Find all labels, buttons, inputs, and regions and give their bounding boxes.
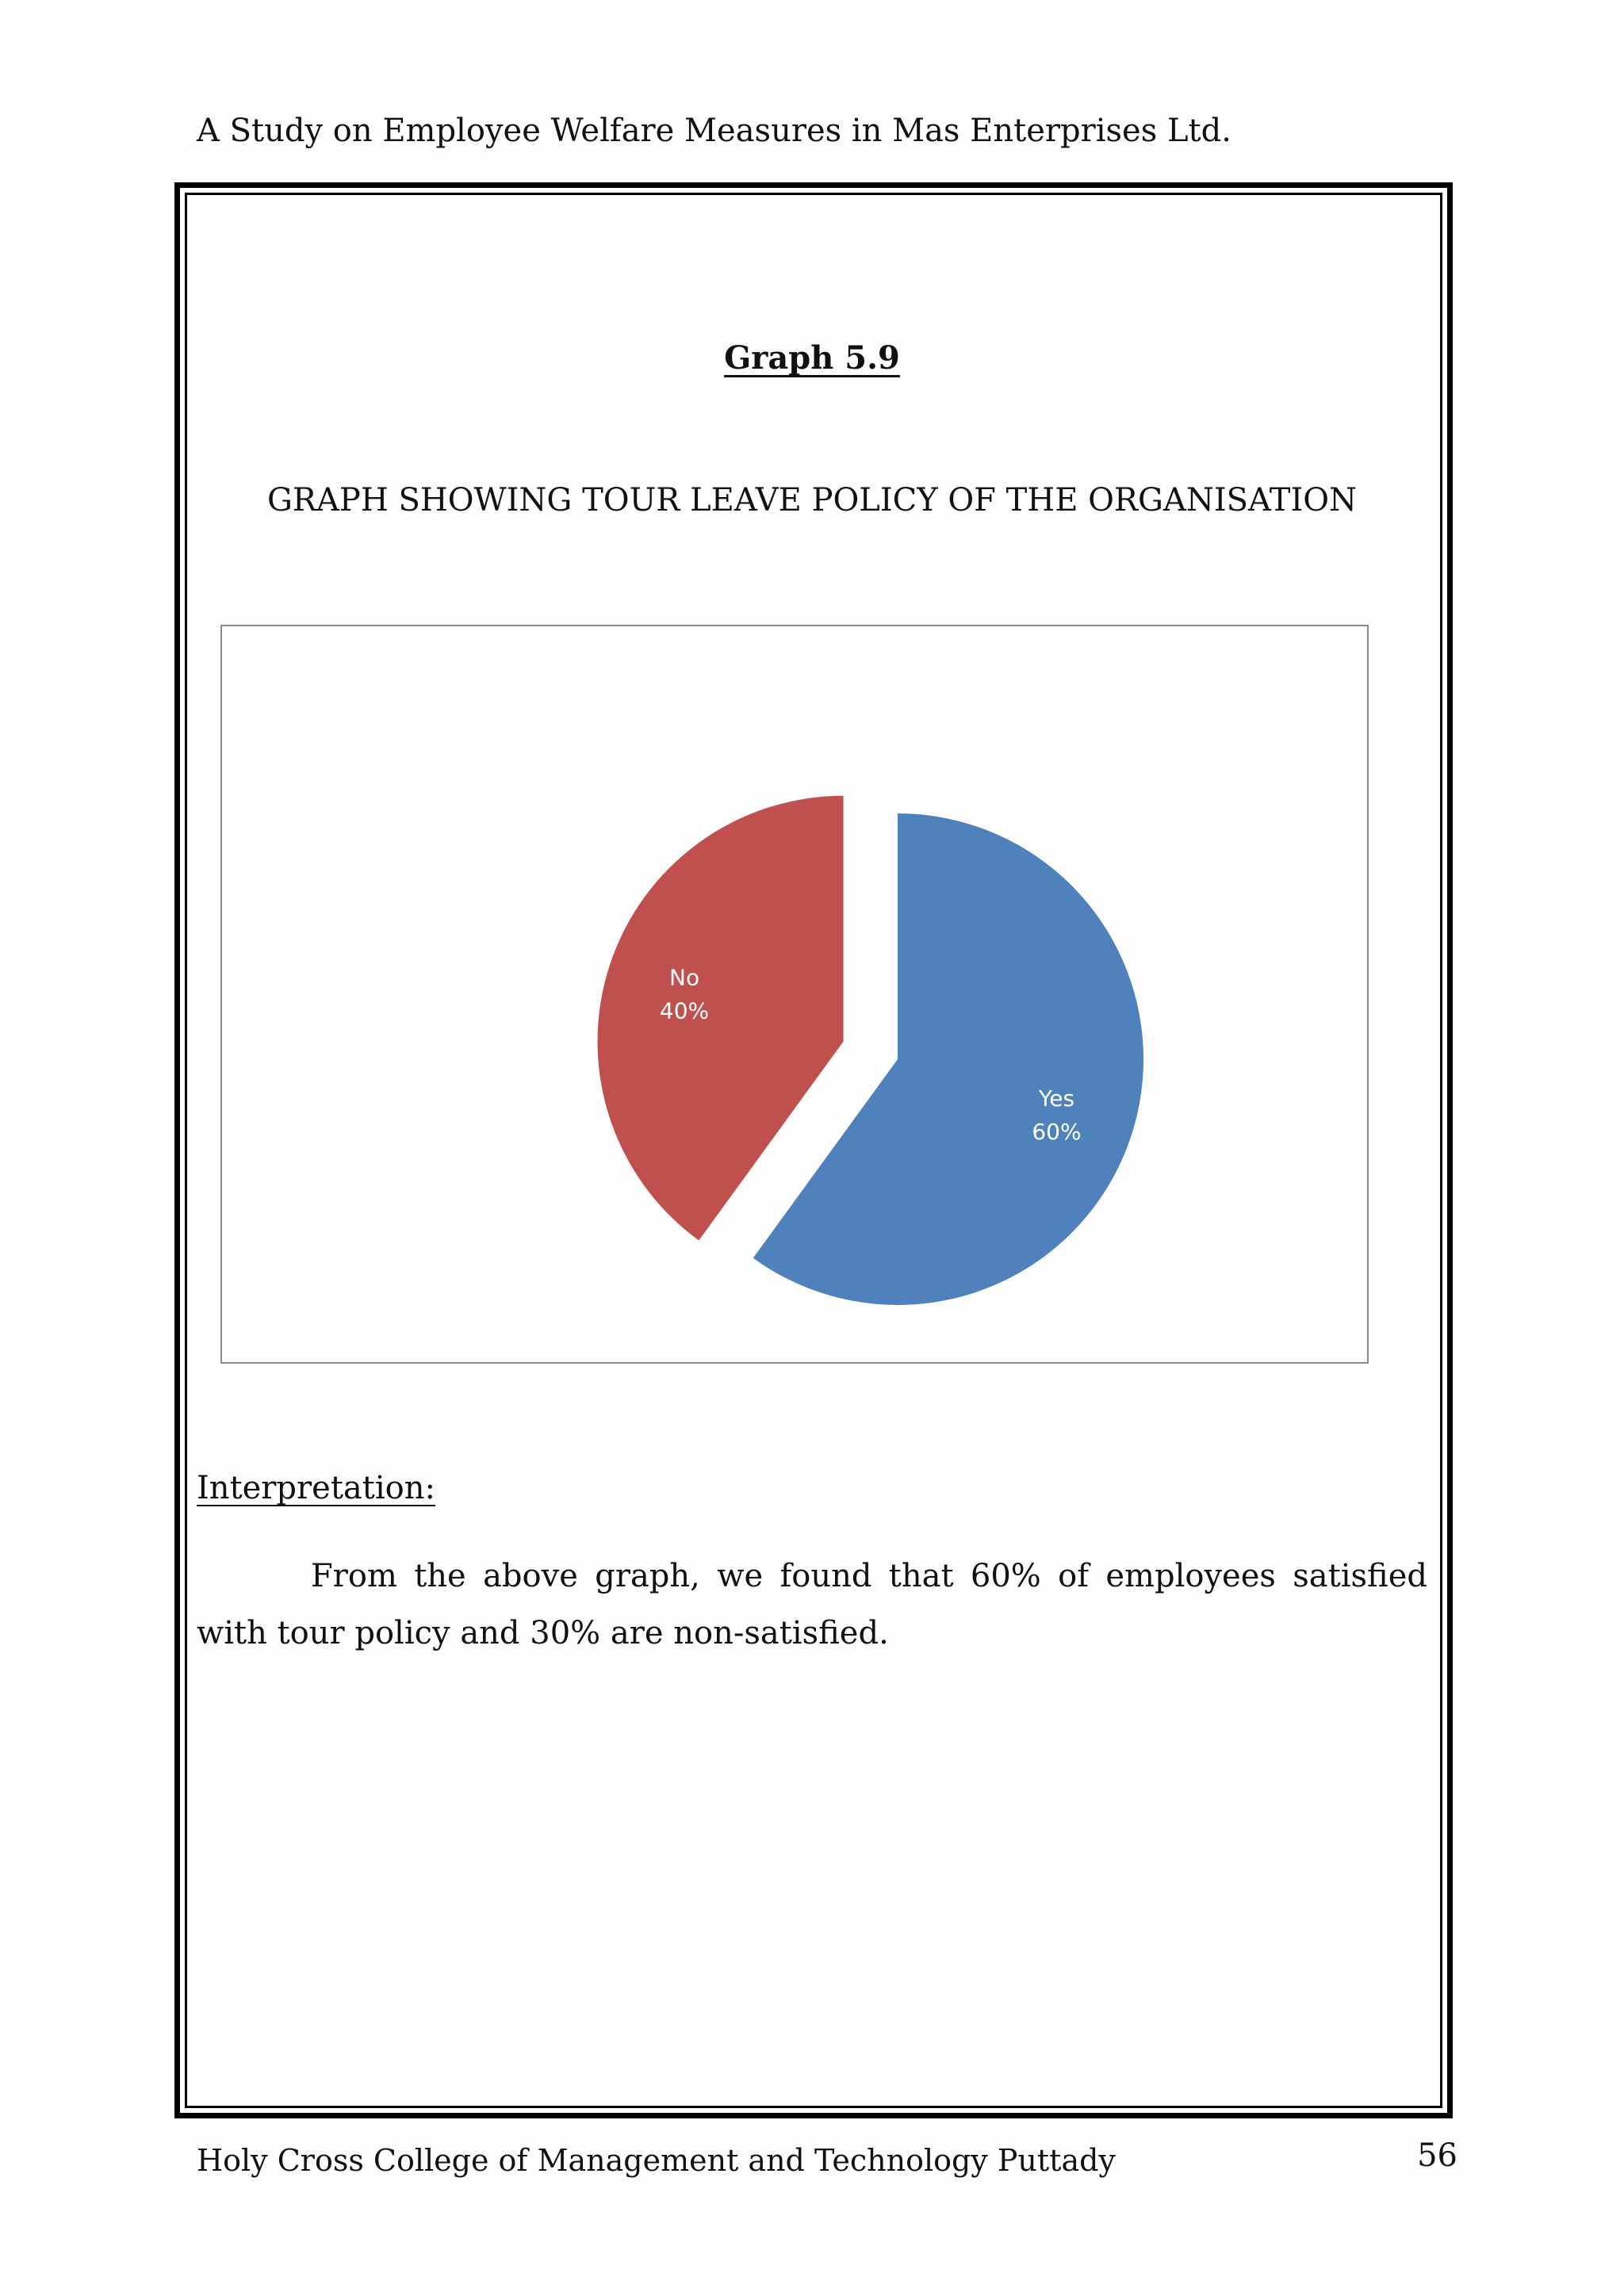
running-footer: Holy Cross College of Management and Technology Puttady	[197, 2143, 1116, 2178]
graph-title: GRAPH SHOWING TOUR LEAVE POLICY OF THE ORGANISATION	[266, 482, 1358, 519]
slice-label-yes: Yes	[1038, 1085, 1075, 1112]
interpretation-body: From the above graph, we found that 60% of employees satisfied with tour policy and 30% are non-satisfied.	[197, 1558, 1427, 1651]
pie-chart	[222, 626, 1367, 1362]
pie-slice-no	[598, 796, 844, 1241]
slice-percent-yes: 60%	[1032, 1119, 1082, 1146]
graph-number-label: Graph 5.9	[724, 339, 900, 377]
running-header: A Study on Employee Welfare Measures in Mas Enterprises Ltd.	[197, 113, 1231, 149]
slice-label-no: No	[669, 964, 700, 991]
pie-chart-container	[220, 625, 1369, 1364]
interpretation-heading: Interpretation:	[197, 1470, 435, 1506]
page-number: 56	[1417, 2137, 1457, 2174]
slice-percent-no: 40%	[659, 997, 710, 1024]
